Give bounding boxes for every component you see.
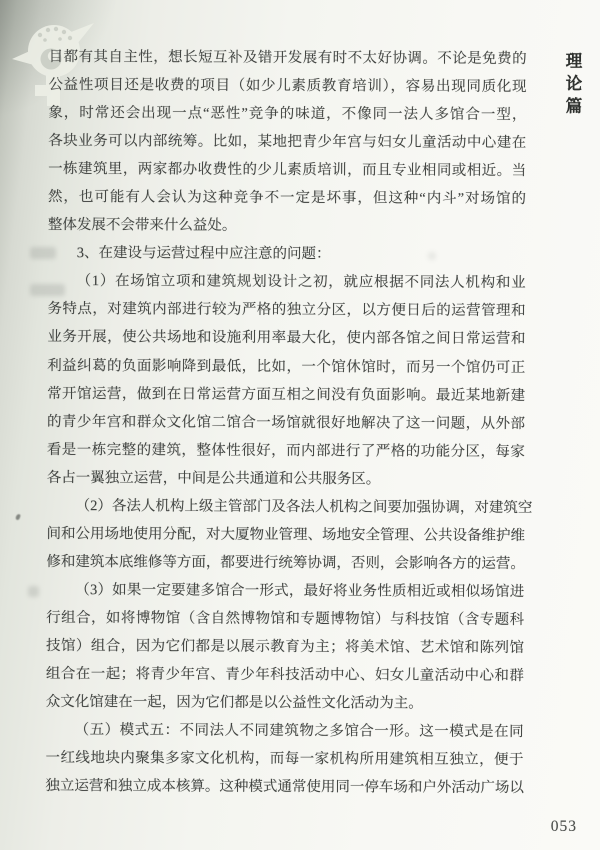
text-line: 公益性项目还是收费的项目（如少儿素质教育培训），容易出现同质化现 [48,77,527,96]
body-text [45,43,533,802]
text-line: 看是一栋完整的建筑，整体性很好，而内部进行了严格的功能分区，每家 [46,441,525,460]
text-line: 独立运营和独立成本核算。这种模式通常使用同一停车场和户外活动广场以 [45,778,524,797]
text-line: 众文化馆建在一起，因为它们都是以公益性文化活动为主。 [45,694,423,712]
text-line: 一红线地块内聚集多家文化机构，而每一家机构所用建筑相互独立，便于 [45,750,524,769]
text-line: 3、在建设与运营过程中应注意的问题： [76,245,331,263]
text-line: 的青少年宫和群众文化馆二馆合一场馆就很好地解决了这一问题，从外部 [46,413,526,432]
text-line: （3）如果一定要建多馆合一形式，最好将业务性质相近或相似场馆进 [75,581,525,600]
text-line: 整体发展不会带来什么益处。 [47,217,237,235]
text-line: 然，也可能有人会认为这种竞争不一定是坏事，但这种“内斗”对场馆的 [47,189,527,208]
text-line: 行组合，如将博物馆（含自然博物馆和专题博物馆）与科技馆（含专题科 [46,609,525,628]
text-line: 组合在一起；将青少年宫、青少年科技活动中心、妇女儿童活动中心和群 [45,665,524,685]
text-line: 目都有其自主性，想长短互补及错开发展有时不太好协调。不论是免费的 [48,48,527,68]
ink-speck [15,513,21,520]
text-line: 利益纠葛的负面影响降到最低，比如，一个馆休馆时，而另一个馆仍可正 [47,357,526,376]
text-line: 各占一翼独立运营，中间是公共通道和公共服务区。 [46,469,381,488]
text-line: 技馆）组合，因为它们都是以展示教育为主；将美术馆、艺术馆和陈列馆 [45,637,525,657]
text-line: 业务开展，使公共场地和设施利用率最大化，使内部各馆之间日常运营和 [47,329,526,348]
bleedthrough-smudge [30,284,65,296]
section-label: 理论篇 [563,52,582,120]
bleedthrough-smudge [28,586,39,597]
page-number: 053 [550,818,577,835]
text-line: （2）各法人机构上级主管部门及各法人机构之间要加强协调，对建筑空 [75,497,533,516]
text-line: （五）模式五：不同法人不同建筑物之多馆合一形。这一模式是在同 [74,722,524,741]
text-line: （1）在场馆立项和建筑规划设计之初，就应根据不同法人机构和业 [76,273,526,292]
text-line: 修和建筑本底维修等方面，都要进行统筹协调，否则，会影响各方的运营。 [46,553,525,572]
text-line: 各块业务可以内部统筹。比如，某地把青少年宫与妇女儿童活动中心建在 [48,133,527,152]
text-line: 常开馆运营，做到在日常运营方面互相之间没有负面影响。最近某地新建 [47,385,526,404]
text-line: 务特点，对建筑内部进行较为严格的独立分区，以方便日后的运营管理和 [47,301,526,320]
text-line: 象，时常还会出现一点“恶性”竞争的味道，不像同一法人多馆合一型， [48,105,527,124]
text-line: 间和公用场地使用分配，对大厦物业管理、场地安全管理、公共设备维护维 [46,525,526,544]
text-line: 一栋建筑里，两家都办收费性的少儿素质培训，而且专业相同或相近。当 [48,161,527,180]
bleedthrough-smudge [428,252,436,260]
bleedthrough-smudge [30,247,56,259]
